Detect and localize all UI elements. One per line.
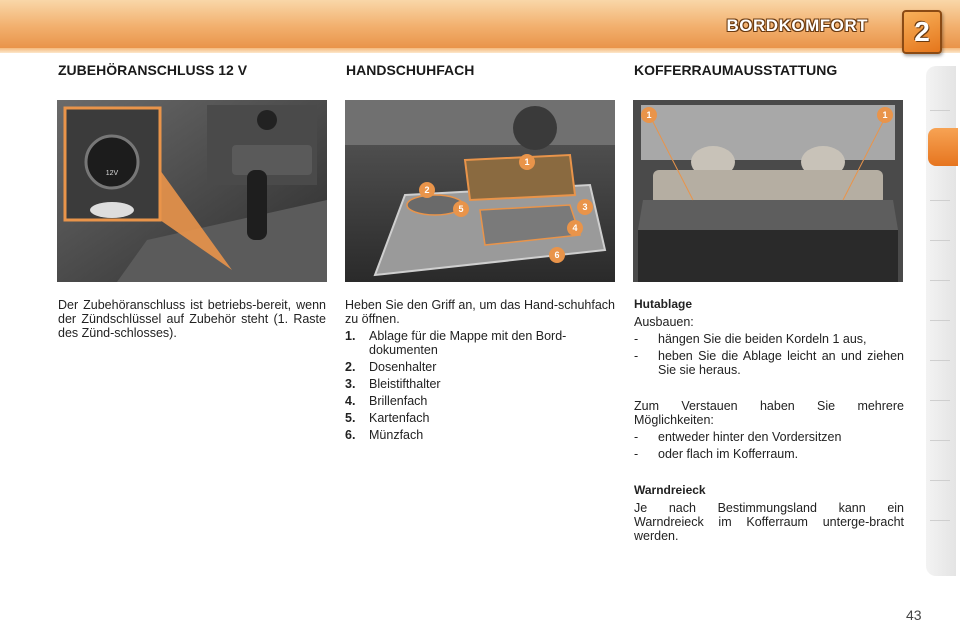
shelf-heading: Hutablage — [634, 297, 693, 311]
warning-triangle-heading: Warndreieck — [634, 483, 706, 497]
trunk-text — [634, 297, 904, 543]
side-tab-divider — [930, 200, 950, 201]
trunk-callout-left: 1 — [646, 110, 652, 120]
glovebox-callout-3: 3 — [582, 202, 588, 212]
section-title-glovebox: HANDSCHUHFACH — [346, 62, 475, 78]
side-tab-active[interactable] — [928, 128, 958, 166]
side-tab-divider — [930, 480, 950, 481]
warning-triangle-text: Je nach Bestimmungsland kann ein Warndreieck im Kofferraum unterge-bracht werden. — [634, 501, 904, 543]
chapter-title: BORDKOMFORT — [726, 16, 868, 35]
side-tab-divider — [930, 280, 950, 281]
socket-12v-label: 12V — [105, 170, 119, 177]
trunk-callout-right: 1 — [882, 110, 888, 120]
side-tab-divider — [930, 440, 950, 441]
list-item: - entweder hinter den Vordersitzen — [634, 430, 842, 444]
accessory-socket-photo — [57, 100, 327, 282]
list-item: - oder flach im Kofferraum. — [634, 447, 799, 461]
glovebox-callout-6: 6 — [554, 250, 560, 260]
side-tab-divider — [930, 240, 950, 241]
side-tab-divider — [930, 320, 950, 321]
list-item: - heben Sie die Ablage leicht an und ziehen Sie sie heraus. — [634, 349, 904, 377]
side-tab-divider — [930, 400, 950, 401]
storage-options — [634, 430, 904, 461]
glovebox-intro: Heben Sie den Griff an, um das Hand-schuhfach zu öffnen. — [345, 298, 615, 326]
side-tab-divider — [930, 360, 950, 361]
chapter-number-badge: 2 — [902, 10, 942, 54]
shelf-intro: Ausbauen: — [634, 315, 694, 329]
shelf-steps — [634, 332, 904, 377]
side-tab-divider — [930, 110, 950, 111]
glovebox-text — [345, 298, 615, 442]
list-item: 4. Brillenfach — [345, 394, 428, 408]
glovebox-item-list — [345, 329, 615, 442]
glovebox-callout-1: 1 — [524, 157, 530, 167]
list-item: 5. Kartenfach — [345, 411, 430, 425]
glovebox-callout-4: 4 — [572, 223, 578, 233]
side-tab-divider — [930, 520, 950, 521]
storage-intro: Zum Verstauen haben Sie mehrere Möglichkeiten: — [634, 399, 904, 427]
list-item: 3. Bleistifthalter — [345, 377, 441, 391]
glovebox-callout-2: 2 — [424, 185, 430, 195]
list-item: 6. Münzfach — [345, 428, 424, 442]
accessory-socket-text: Der Zubehöranschluss ist betriebs-bereit, wenn der Zündschlüssel auf Zubehör steht (1. Raste des Zünd-schlosses). — [58, 298, 326, 340]
list-item: 2. Dosenhalter — [345, 360, 437, 374]
header-stripe — [0, 48, 960, 53]
section-title-accessory-socket: ZUBEHÖRANSCHLUSS 12 V — [58, 62, 248, 78]
glovebox-callout-5: 5 — [458, 204, 464, 214]
section-title-trunk: KOFFERRAUMAUSSTATTUNG — [634, 62, 838, 78]
trunk-photo — [633, 100, 903, 282]
list-item: 1. Ablage für die Mappe mit den Bord-dokumenten — [345, 329, 567, 357]
glovebox-photo — [345, 100, 615, 282]
list-item: - hängen Sie die beiden Kordeln 1 aus, — [634, 332, 867, 346]
page-number: 43 — [906, 607, 922, 623]
